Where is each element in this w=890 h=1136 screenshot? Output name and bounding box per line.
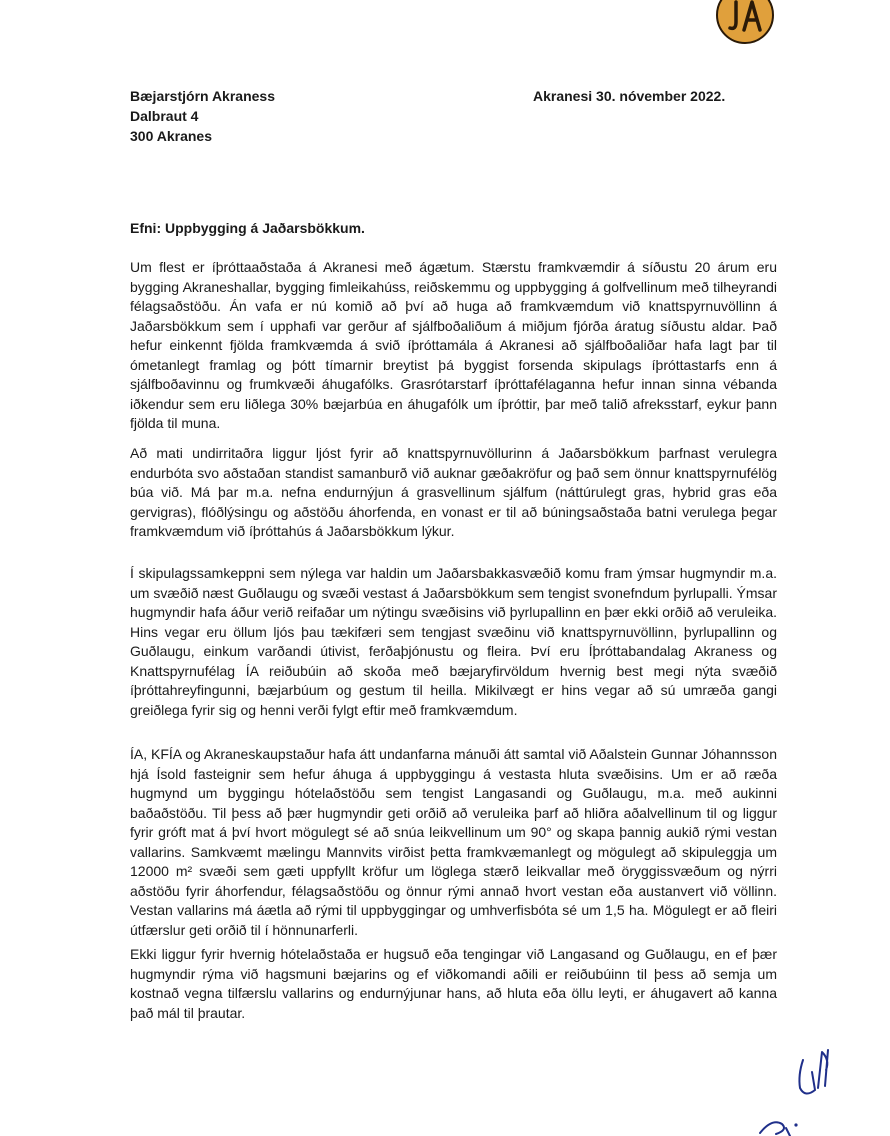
body-paragraph-2: Að mati undirritaðra liggur ljóst fyrir að knattspyrnuvöllurinn á Jaðarsbökkum þarfnast verulegra endurbóta svo aðstaðan standist samanburð við auknar gæðakröfur og það sem önnur knattspyrnufélög búa við. Má þar m.a. nefna endurnýjun á grasvellinum sjálfum (náttúrulegt gras, hybrid gras eða gervigras), flóðlýsingu og aðstöðu áhorfenda, en vonast er til að búningsaðstaða batni verulega þegar framkvæmdum við íþróttahús á Jaðarsbökkum lýkur. [130, 445, 777, 539]
body-paragraph-5: Ekki liggur fyrir hvernig hótelaðstaða er hugsuð eða tengingar við Langasand og Guðlaugu, en ef þær hugmyndir rýma við hagsmuni bæjarins og ef viðkomandi aðili er reiðubúinn til þess að semja um kostnað vegna tilfærslu vallarins og endurnýjunar hans, að hluta eða öllu leyti, er áhugavert að kanna það mál til þrautar. [130, 946, 777, 1021]
body-paragraph-3: Í skipulagssamkeppni sem nýlega var haldin um Jaðarsbakkasvæðið komu fram ýmsar hugmyndir m.a. um svæðið næst Guðlaugu og svæði vestast á Jaðarsbökkum sem tengist svonefndum þyrlupalli. Ýmsar hugmyndir hafa áður verið reifaðar um nýtingu svæðisins við þyrlupallinn en þær ekki orðið að veruleika. Hins vegar eru öllum ljós þau tækifæri sem tengjast svæðinu við knattspyrnuvöllinn, þyrlupallinn og Guðlaugu, einkum varðandi útivist, ferðaþjónustu og fleira. Því eru Íþróttabandalag Akraness og Knattspyrnufélag ÍA reiðubúin að skoða með bæjaryfirvöldum hvernig best megi nýta svæðið íþróttahreyfingunni, bæjarbúum og gestum til heilla. Mikilvægt er hins vegar að sú umræða gangi greiðlega fyrir sig og henni verði fylgt eftir með framkvæmdum. [130, 565, 777, 718]
letter-date: Akranesi 30. nóvember 2022. [533, 88, 726, 104]
recipient-city: 300 Akranes [130, 128, 212, 144]
body-paragraph-1: Um flest er íþróttaaðstaða á Akranesi með ágætum. Stærstu framkvæmdir á síðustu 20 árum eru bygging Akraneshallar, bygging fimleikahúss, reiðskemmu og uppbygging á golfvellinum með tilheyrandi félagsaðstöðu. Án vafa er nú komið að því að huga að framkvæmdum við knattspyrnuvöllinn á Jaðarsbökkum sem í upphafi var gerður af sjálfboðaliðum á miðjum fjórða áratug síðustu aldar. Það hefur einkennt fjölda framkvæmda á svið íþróttamála á Akranesi að sjálfboðaliðar hafa lagt þar til ómetanlegt framlag og þótt tímarnir breytist þá byggist forsenda skipulags íþróttastarfs enn á sjálfboðavinnu og frumkvæði áhugafólks. Grasrótarstarf íþróttafélaganna hefur innan sinna vébanda iðkendur sem eru liðlega 30% bæjarbúa en áhugafólk um íþróttir, þar með talið afreksstarf, eykur þann fjölda til muna. [130, 259, 777, 431]
letter-subject: Efni: Uppbygging á Jaðarsbökkum. [130, 220, 365, 236]
recipient-name: Bæjarstjórn Akraness [130, 88, 275, 104]
body-paragraph-4: ÍA, KFÍA og Akraneskaupstaður hafa átt undanfarna mánuði átt samtal við Aðalstein Gunnar Jóhannsson hjá Ísold fasteignir sem hefur áhuga á uppbyggingu á vestasta hluta svæðisins. Um er að ræða hugmynd um byggingu hótelaðstöðu sem tengist Langasandi og Guðlaugu, m.a. með aukinni baðaðstöðu. Til þess að þær hugmyndir geti orðið að veruleika þarf að hliðra aðalvellinum til og liggur fyrir gróft mat á því hvort mögulegt sé að snúa leikvellinum um 90° og skapa þannig aukið rými vestan vallarins. Samkvæmt mælingu Mannvits virðist þetta framkvæmanlegt og mögulegt að skipuleggja um 12000 m² svæði sem gæti uppfyllt kröfur um löglega stærð leikvallar með öryggissvæðum og nýrri aðstöðu fyrir áhorfendur, félagsaðstöðu og önnur rými annað hvort vestan eða austanvert við völlinn. Vestan vallarins má áætla að rými til uppbyggingar og umhverfisbóta sé um 1,5 ha. Mögulegt er að fleiri útfærslur geti orðið til í hönnunarferli. [130, 746, 777, 938]
recipient-street: Dalbraut 4 [130, 108, 199, 124]
